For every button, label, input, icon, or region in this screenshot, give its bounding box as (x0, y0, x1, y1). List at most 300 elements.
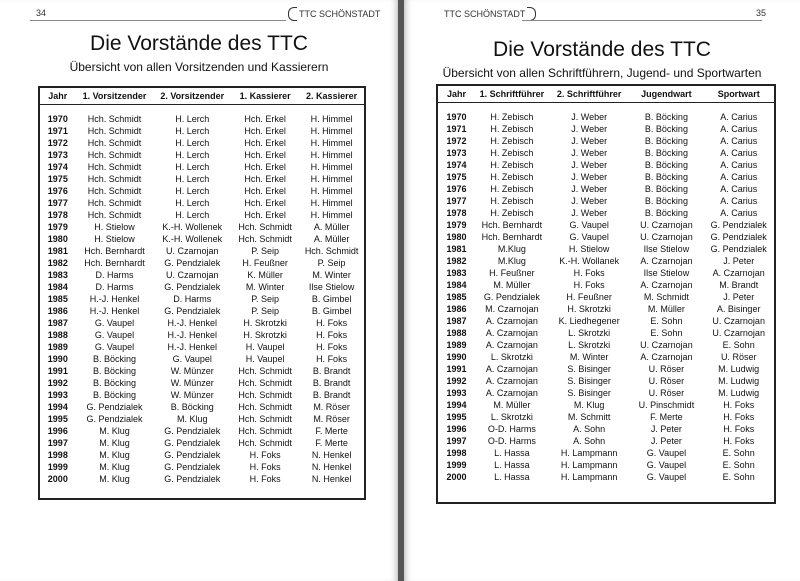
year-cell: 1996 (446, 424, 467, 434)
name-cell: J. Peter (650, 436, 682, 446)
name-cell: M.Klug (497, 244, 526, 254)
name-cell: P. Seip (317, 258, 346, 268)
table-row (438, 291, 774, 303)
name-cell: Hch. Schmidt (238, 402, 292, 412)
table-row (438, 423, 774, 435)
name-cell: H.-J. Henkel (89, 306, 140, 316)
table-row (40, 317, 364, 329)
name-cell: A. Czarnojan (712, 268, 765, 278)
year-cell: 1970 (47, 114, 68, 124)
name-cell: H. Himmel (310, 126, 353, 136)
name-cell: H. Himmel (310, 186, 353, 196)
year-cell: 1980 (446, 232, 467, 242)
name-cell: L. Hassa (494, 448, 530, 458)
name-cell: H. Zebisch (490, 172, 534, 182)
year-cell: 1979 (446, 220, 467, 230)
name-cell: M. Schmitt (567, 412, 611, 422)
name-cell: Hch. Bernhardt (84, 258, 145, 268)
name-cell: F. Merte (315, 438, 348, 448)
year-cell: 1982 (47, 258, 68, 268)
name-cell: H. Feußner (489, 268, 535, 278)
year-cell: 1993 (446, 388, 467, 398)
name-cell: N. Henkel (311, 462, 352, 472)
table-row (438, 231, 774, 243)
year-cell: 1989 (47, 342, 68, 352)
name-cell: H. Foks (723, 400, 755, 410)
name-cell: J. Weber (571, 184, 608, 194)
page-title: Die Vorstände des TTC (90, 32, 308, 55)
column-header: 1. Vorsitzender (82, 91, 147, 101)
year-cell: 1996 (47, 426, 68, 436)
name-cell: Hch. Bernhardt (481, 220, 543, 230)
table-row (40, 377, 364, 389)
year-cell: 1977 (47, 198, 68, 208)
name-cell: Hch. Schmidt (87, 150, 142, 160)
year-cell: 1993 (47, 390, 68, 400)
table-row (438, 315, 774, 327)
year-cell: 1983 (47, 270, 68, 280)
column-header: 2. Kassierer (306, 91, 358, 101)
table-row (438, 183, 774, 195)
name-cell: K.-H. Wollenek (162, 222, 223, 232)
table-row (438, 147, 774, 159)
year-cell: 1985 (47, 294, 68, 304)
name-cell: H. Foks (723, 436, 755, 446)
table-row (438, 351, 774, 363)
name-cell: G. Vaupel (94, 318, 135, 328)
name-cell: H. Foks (573, 268, 605, 278)
name-cell: J. Weber (571, 148, 608, 158)
year-cell: 1984 (47, 282, 68, 292)
year-cell: 1999 (47, 462, 68, 472)
name-cell: M. Klug (99, 450, 130, 460)
column-header: Jahr (446, 89, 466, 99)
name-cell: G. Vaupel (94, 342, 135, 352)
table-row (438, 219, 774, 231)
name-cell: J. Weber (571, 124, 608, 134)
name-cell: M. Winter (245, 282, 285, 292)
table-row (40, 449, 364, 461)
name-cell: H. Foks (723, 424, 755, 434)
name-cell: H. Lerch (175, 138, 210, 148)
name-cell: A. Czarnojan (640, 352, 693, 362)
name-cell: G. Pendzialek (86, 402, 143, 412)
name-cell: H. Zebisch (490, 184, 534, 194)
name-cell: A. Carius (720, 148, 758, 158)
name-cell: N. Henkel (311, 450, 352, 460)
name-cell: G. Pendzialek (710, 220, 767, 230)
year-cell: 1999 (446, 460, 467, 470)
table-row (438, 435, 774, 447)
name-cell: H. Zebisch (490, 160, 534, 170)
name-cell: Hch. Schmidt (238, 366, 292, 376)
name-cell: H. Stielow (94, 222, 135, 232)
name-cell: H. Lerch (175, 198, 210, 208)
year-cell: 1977 (446, 196, 467, 206)
name-cell: B. Böcking (92, 366, 137, 376)
name-cell: B. Böcking (92, 378, 137, 388)
name-cell: Hch. Erkel (244, 114, 286, 124)
name-cell: H. Vaupel (245, 354, 285, 364)
name-cell: E. Sohn (650, 328, 683, 338)
page-header (288, 7, 380, 21)
name-cell: A. Czarnojan (640, 256, 693, 266)
name-cell: H. Lampmann (560, 448, 618, 458)
year-cell: 1972 (446, 136, 467, 146)
left-page (0, 0, 398, 581)
table-row (438, 279, 774, 291)
name-cell: H. Feußner (242, 258, 288, 268)
year-cell: 1971 (47, 126, 68, 136)
year-cell: 1976 (47, 186, 68, 196)
name-cell: G. Vaupel (569, 220, 609, 230)
name-cell: M. Klug (573, 400, 605, 410)
name-cell: K. Müller (247, 270, 283, 280)
name-cell: H. Lerch (175, 150, 210, 160)
name-cell: M. Röser (313, 414, 350, 424)
name-cell: G. Pendzialek (710, 232, 767, 242)
name-cell: Ilse Stielow (308, 282, 355, 292)
name-cell: Ilse Stielow (643, 268, 690, 278)
year-cell: 1995 (446, 412, 467, 422)
officers-table-box (38, 86, 366, 500)
name-cell: G. Pendzialek (164, 306, 221, 316)
name-cell: H. Skrotzki (567, 304, 611, 314)
table-spacer (40, 105, 364, 114)
name-cell: H. Himmel (310, 162, 353, 172)
name-cell: K. Liedhegener (558, 316, 620, 326)
table-row (438, 111, 774, 123)
name-cell: H. Foks (249, 474, 281, 484)
year-cell: 1981 (446, 244, 467, 254)
table-body (438, 103, 774, 484)
name-cell: H. Himmel (310, 174, 353, 184)
name-cell: M. Klug (99, 462, 130, 472)
table-row (40, 341, 364, 353)
name-cell: A. Czarnojan (485, 388, 538, 398)
name-cell: M. Brandt (719, 280, 759, 290)
name-cell: G. Pendzialek (164, 462, 221, 472)
name-cell: G. Pendzialek (164, 474, 221, 484)
name-cell: H. Foks (249, 450, 281, 460)
name-cell: H. Foks (249, 462, 281, 472)
name-cell: G. Vaupel (94, 330, 135, 340)
name-cell: L. Hassa (494, 472, 530, 482)
name-cell: L. Skrotzki (568, 328, 611, 338)
name-cell: H. Zebisch (490, 148, 534, 158)
name-cell: A. Czarnojan (485, 340, 538, 350)
club-logo-icon (288, 7, 297, 21)
name-cell: J. Peter (650, 424, 682, 434)
column-header: 2. Schriftführer (556, 89, 622, 99)
name-cell: G. Pendzialek (164, 450, 221, 460)
name-cell: D. Harms (173, 294, 212, 304)
table-row (40, 293, 364, 305)
name-cell: L. Skrotzki (490, 412, 533, 422)
table-row (438, 267, 774, 279)
year-cell: 1976 (446, 184, 467, 194)
column-header: 1. Schriftführer (479, 89, 545, 99)
year-cell: 1998 (47, 450, 68, 460)
name-cell: M. Klug (99, 474, 130, 484)
table-row (40, 305, 364, 317)
year-cell: 1973 (446, 148, 467, 158)
year-cell: 1986 (446, 304, 467, 314)
year-cell: 1988 (446, 328, 467, 338)
name-cell: H. Himmel (310, 198, 353, 208)
table-row (40, 257, 364, 269)
table-row (40, 149, 364, 161)
year-cell: 1998 (446, 448, 467, 458)
name-cell: G. Pendzialek (710, 244, 767, 254)
name-cell: Hch. Schmidt (87, 186, 142, 196)
column-header: Sportwart (717, 89, 760, 99)
table-body (40, 105, 364, 486)
header-rule (522, 20, 762, 21)
year-cell: 1994 (446, 400, 467, 410)
year-cell: 1979 (47, 222, 68, 232)
year-cell: 1992 (446, 376, 467, 386)
name-cell: S. Bisinger (567, 376, 611, 386)
table-row (40, 401, 364, 413)
name-cell: G. Vaupel (646, 448, 687, 458)
table-row (438, 447, 774, 459)
name-cell: O-D. Harms (487, 424, 536, 434)
name-cell: M. Ludwig (718, 364, 760, 374)
name-cell: A. Czarnojan (485, 328, 538, 338)
name-cell: D. Harms (95, 270, 134, 280)
name-cell: A. Carius (720, 112, 758, 122)
name-cell: U. Röser (720, 352, 757, 362)
table-row (438, 135, 774, 147)
name-cell: E. Sohn (722, 340, 755, 350)
name-cell: Hch. Bernhardt (84, 246, 145, 256)
name-cell: H. Zebisch (490, 208, 534, 218)
name-cell: H. Foks (316, 342, 348, 352)
year-cell: 1987 (446, 316, 467, 326)
name-cell: M. Klug (176, 414, 208, 424)
name-cell: P. Seip (251, 246, 280, 256)
year-cell: 1983 (446, 268, 467, 278)
name-cell: Hch. Schmidt (87, 126, 142, 136)
name-cell: Hch. Schmidt (87, 210, 142, 220)
column-header: Jahr (48, 91, 68, 101)
table-row (40, 221, 364, 233)
name-cell: U. Czarnojan (165, 270, 219, 280)
name-cell: H. Skrotzki (243, 330, 287, 340)
name-cell: B. Brandt (312, 378, 351, 388)
table-row (40, 365, 364, 377)
year-cell: 1991 (446, 364, 467, 374)
name-cell: U. Czarnojan (640, 232, 693, 242)
name-cell: M. Müller (493, 400, 531, 410)
year-cell: 1974 (446, 160, 467, 170)
name-cell: W. Münzer (170, 390, 214, 400)
name-cell: B. Gimbel (311, 294, 352, 304)
table-row (40, 173, 364, 185)
name-cell: E. Sohn (722, 472, 755, 482)
name-cell: A. Czarnojan (485, 376, 538, 386)
table-header-row (40, 88, 364, 105)
year-cell: 1981 (47, 246, 68, 256)
name-cell: M. Ludwig (718, 376, 760, 386)
name-cell: Hch. Erkel (244, 126, 286, 136)
header-text: TTC SCHÖNSTADT (299, 9, 381, 19)
name-cell: J. Weber (571, 136, 608, 146)
name-cell: H. Lerch (175, 126, 210, 136)
name-cell: B. Gimbel (311, 306, 352, 316)
officers-table-box (436, 84, 776, 504)
year-cell: 1994 (47, 402, 68, 412)
name-cell: A. Bisinger (716, 304, 761, 314)
year-cell: 1997 (47, 438, 68, 448)
name-cell: J. Weber (571, 196, 608, 206)
name-cell: H.-J. Henkel (167, 318, 217, 328)
table-row (40, 137, 364, 149)
table-row (438, 411, 774, 423)
name-cell: G. Vaupel (569, 232, 609, 242)
year-cell: 1978 (446, 208, 467, 218)
name-cell: Hch. Schmidt (238, 234, 292, 244)
name-cell: Hch. Erkel (244, 210, 286, 220)
name-cell: B. Böcking (644, 160, 688, 170)
table-row (40, 233, 364, 245)
name-cell: M.Klug (497, 256, 526, 266)
name-cell: M. Müller (493, 280, 531, 290)
name-cell: M. Schmidt (643, 292, 689, 302)
column-header: Jugendwart (641, 89, 692, 99)
year-cell: 1980 (47, 234, 68, 244)
name-cell: H. Zebisch (490, 196, 534, 206)
column-header: 2. Vorsitzender (160, 91, 225, 101)
name-cell: G. Vaupel (172, 354, 212, 364)
name-cell: M. Winter (569, 352, 609, 362)
right-page (404, 0, 800, 581)
name-cell: A. Carius (720, 136, 758, 146)
table-row (40, 209, 364, 221)
column-header: 1. Kassierer (239, 91, 291, 101)
name-cell: F. Merte (315, 426, 348, 436)
name-cell: Hch. Schmidt (87, 174, 142, 184)
table-row (438, 207, 774, 219)
table-row (40, 281, 364, 293)
table-row (40, 125, 364, 137)
name-cell: Hch. Bernhardt (481, 232, 543, 242)
page-header (444, 7, 536, 21)
name-cell: H. Lampmann (560, 472, 618, 482)
name-cell: H. Lerch (175, 186, 210, 196)
name-cell: S. Bisinger (567, 388, 611, 398)
name-cell: J. Peter (723, 292, 755, 302)
name-cell: Hch. Erkel (244, 150, 286, 160)
name-cell: H. Himmel (310, 150, 353, 160)
name-cell: B. Böcking (644, 136, 688, 146)
name-cell: A. Carius (720, 208, 758, 218)
year-cell: 1978 (47, 210, 68, 220)
name-cell: Hch. Schmidt (87, 114, 142, 124)
name-cell: Hch. Schmidt (304, 246, 359, 256)
name-cell: J. Weber (571, 112, 608, 122)
name-cell: Hch. Erkel (244, 162, 286, 172)
page-number: 34 (36, 8, 47, 18)
page-subtitle: Übersicht von allen Vorsitzenden und Kassierern (69, 60, 329, 74)
name-cell: W. Münzer (170, 366, 214, 376)
name-cell: E. Sohn (650, 316, 683, 326)
name-cell: H.-J. Henkel (167, 330, 217, 340)
table-row (438, 159, 774, 171)
name-cell: Hch. Schmidt (238, 222, 292, 232)
table-row (438, 195, 774, 207)
table-row (40, 185, 364, 197)
name-cell: H. Skrotzki (243, 318, 287, 328)
name-cell: U. Czarnojan (640, 340, 693, 350)
name-cell: M. Czarnojan (485, 304, 539, 314)
year-cell: 1990 (446, 352, 467, 362)
page-title: Die Vorstände des TTC (493, 38, 711, 61)
name-cell: K.-H. Wollenek (162, 234, 223, 244)
name-cell: H. Lerch (175, 162, 210, 172)
name-cell: H. Foks (316, 354, 348, 364)
name-cell: B. Brandt (312, 366, 351, 376)
table-row (438, 387, 774, 399)
name-cell: A. Czarnojan (640, 280, 693, 290)
name-cell: M. Müller (647, 304, 685, 314)
officers-table (438, 86, 774, 483)
name-cell: B. Böcking (92, 390, 137, 400)
year-cell: 1991 (47, 366, 68, 376)
name-cell: S. Bisinger (567, 364, 611, 374)
year-cell: 1982 (446, 256, 467, 266)
name-cell: K.-H. Wollanek (559, 256, 620, 266)
table-row (40, 437, 364, 449)
table-row (438, 363, 774, 375)
name-cell: Hch. Erkel (244, 174, 286, 184)
name-cell: G. Vaupel (646, 472, 687, 482)
table-row (438, 123, 774, 135)
name-cell: B. Böcking (644, 196, 688, 206)
name-cell: H. Stielow (568, 244, 610, 254)
table-row (438, 471, 774, 483)
name-cell: Hch. Schmidt (87, 138, 142, 148)
name-cell: M. Röser (313, 402, 350, 412)
table-row (40, 113, 364, 125)
name-cell: Hch. Schmidt (87, 198, 142, 208)
name-cell: Hch. Schmidt (238, 426, 292, 436)
name-cell: A. Carius (720, 184, 758, 194)
year-cell: 1973 (47, 150, 68, 160)
name-cell: Ilse Stielow (643, 244, 690, 254)
year-cell: 1988 (47, 330, 68, 340)
table-row (438, 327, 774, 339)
year-cell: 1974 (47, 162, 68, 172)
year-cell: 1971 (446, 124, 467, 134)
name-cell: H. Foks (723, 412, 755, 422)
table-row (438, 255, 774, 267)
name-cell: B. Böcking (92, 354, 137, 364)
name-cell: B. Böcking (644, 124, 688, 134)
name-cell: H. Himmel (310, 138, 353, 148)
table-row (40, 413, 364, 425)
year-cell: 2000 (47, 474, 68, 484)
name-cell: A. Carius (720, 160, 758, 170)
name-cell: B. Böcking (644, 172, 688, 182)
name-cell: G. Pendzialek (86, 414, 143, 424)
name-cell: L. Skrotzki (490, 352, 533, 362)
name-cell: B. Böcking (644, 184, 688, 194)
name-cell: H. Feußner (566, 292, 612, 302)
name-cell: H. Vaupel (245, 342, 285, 352)
table-row (40, 161, 364, 173)
